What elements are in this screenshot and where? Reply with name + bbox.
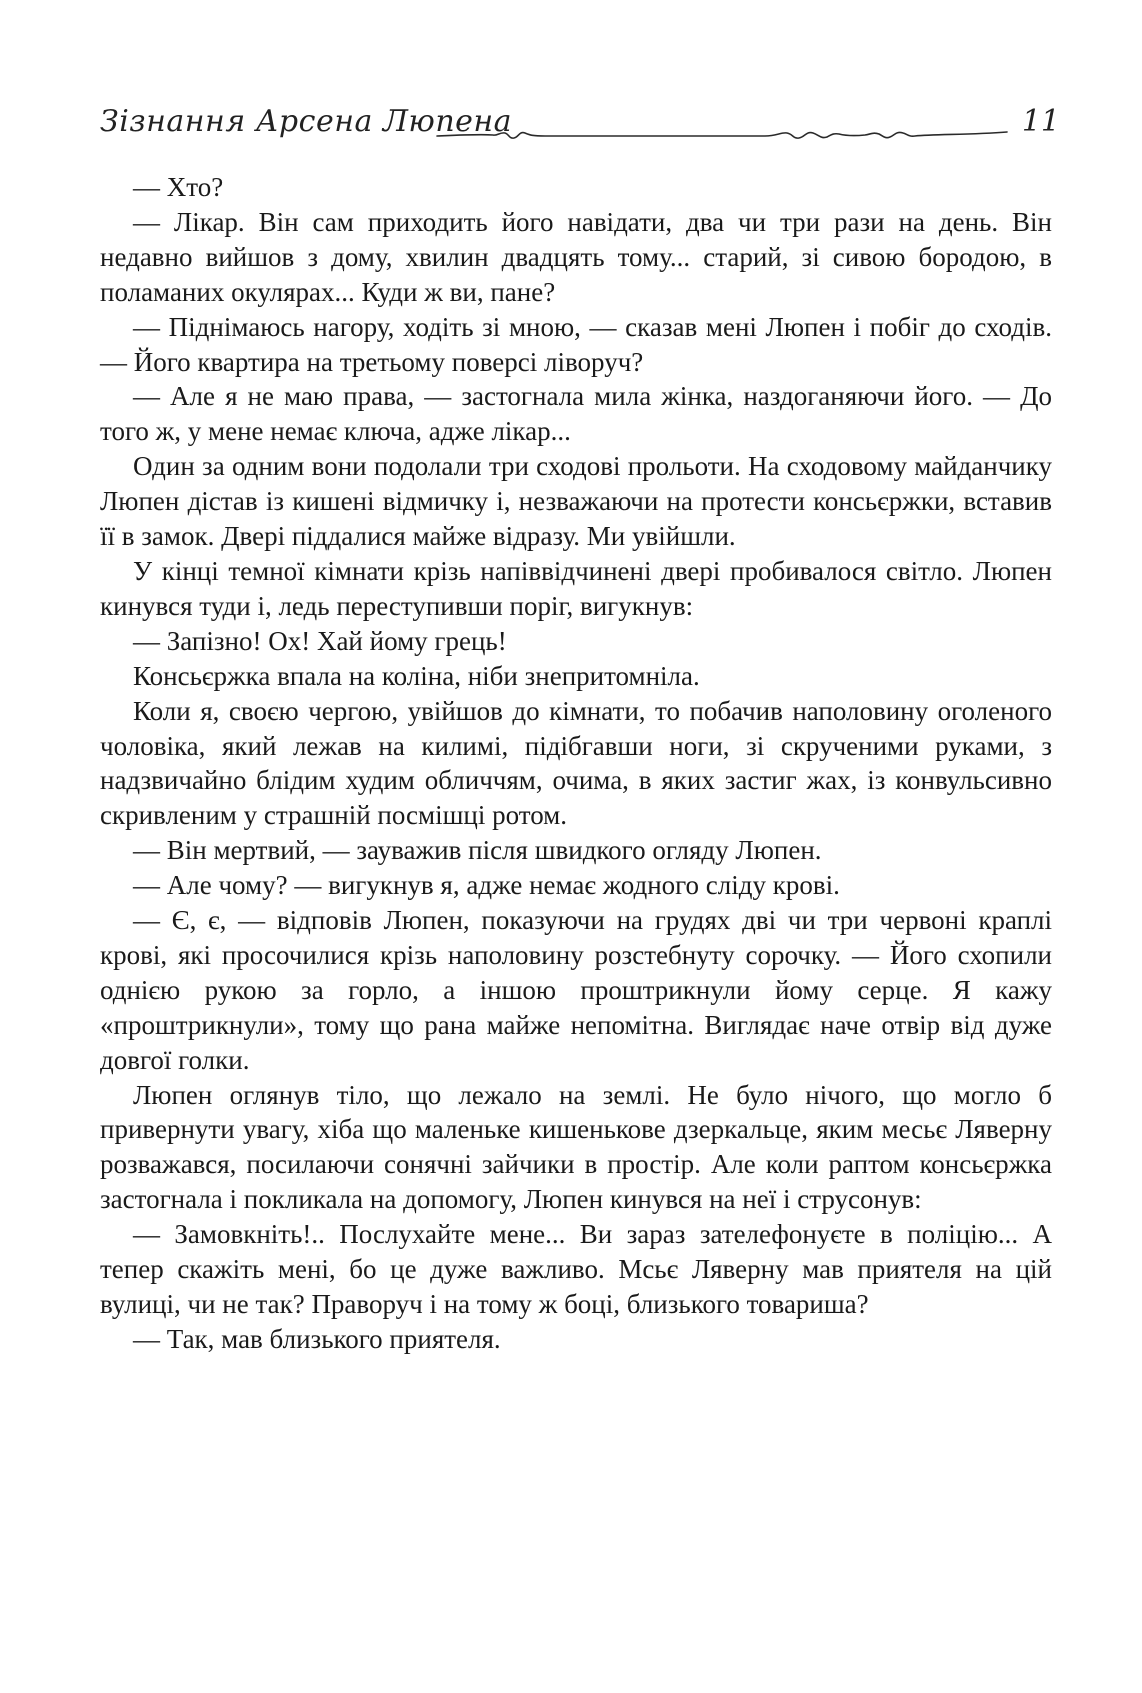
paragraph: — Замовкніть!.. Послухайте мене... Ви зараз зателефонуєте в поліцію... А тепер скажіть мені, бо це дуже важливо. Мсьє Ляверну мав приятеля на цій вулиці, чи не так? Праворуч і на тому ж боці, близького товариша? bbox=[100, 1219, 1052, 1319]
paragraph: Люпен оглянув тіло, що лежало на землі. Не було нічого, що могло б привернути увагу, хіба що маленьке кишенькове дзеркальце, яким месьє Ляверну розважався, посилаючи сонячні зайчики в простір. Але коли раптом консьєржка застогнала і покликала на допомогу, Люпен кинувся на неї і струсонув: bbox=[100, 1079, 1052, 1215]
paragraph: Коли я, своєю чергою, увійшов до кімнати, то побачив наполовину оголеного чоловіка, який лежав на килимі, підібгавши ноги, зі скрученими руками, з надзвичайно блідим худим обличчям, очима, в яких застиг жах, із конвульсивно скривленим у страшній посмішці ротом. bbox=[100, 695, 1052, 831]
paragraph: — Але чому? — вигукнув я, адже немає жодного сліду крові. bbox=[133, 870, 840, 901]
running-head bbox=[100, 104, 1060, 164]
paragraph: — Лікар. Він сам приходить його навідати, два чи три рази на день. Він недавно вийшов з дому, хвилин двадцять тому... старий, зі сивою бородою, в поламаних окулярах... Куди ж ви, пане? bbox=[100, 206, 1052, 307]
paragraph: У кінці темної кімнати крізь напіввідчинені двері пробивалося світло. Люпен кинувся туди і, ледь переступивши поріг, вигукнув: bbox=[100, 555, 1052, 621]
body-text bbox=[100, 170, 1052, 1357]
paragraph: Консьєржка впала на коліна, ніби знепритомніла. bbox=[133, 660, 700, 691]
page-number: 11 bbox=[1021, 104, 1060, 139]
paragraph: — Запізно! Ох! Хай йому грець! bbox=[133, 625, 507, 656]
paragraph: — Так, мав близького приятеля. bbox=[133, 1323, 501, 1354]
paragraph: — Піднімаюсь нагору, ходіть зі мною, — сказав мені Люпен і побіг до сходів. — Його квартира на третьому поверсі ліворуч? bbox=[100, 311, 1052, 377]
decorative-flourish-line bbox=[435, 112, 1010, 152]
paragraph: — Хто? bbox=[133, 172, 224, 202]
paragraph: — Але я не маю права, — застогнала мила жінка, наздоганяючи його. — До того ж, у мене немає ключа, адже лікар... bbox=[100, 381, 1052, 447]
paragraph: Один за одним вони подолали три сходові прольоти. На сходовому майданчику Люпен дістав із кишені відмичку і, незважаючи на протести консьєржки, вставив її в замок. Двері піддалися майже відразу. Ми увійшли. bbox=[100, 451, 1052, 552]
paragraph: — Є, є, — відповів Люпен, показуючи на грудях дві чи три червоні краплі крові, які просочилися крізь наполовину розстебнуту сорочку. — Його схопили однією рукою за горло, а іншою проштрикнули йому серце. Я кажу «проштрикнули», тому що рана майже непомітна. Виглядає наче отвір від дуже довгої голки. bbox=[100, 905, 1052, 1075]
book-title: Зізнання Арсена Люпена bbox=[100, 104, 513, 139]
paragraph: — Він мертвий, — зауважив після швидкого огляду Люпен. bbox=[133, 835, 822, 866]
